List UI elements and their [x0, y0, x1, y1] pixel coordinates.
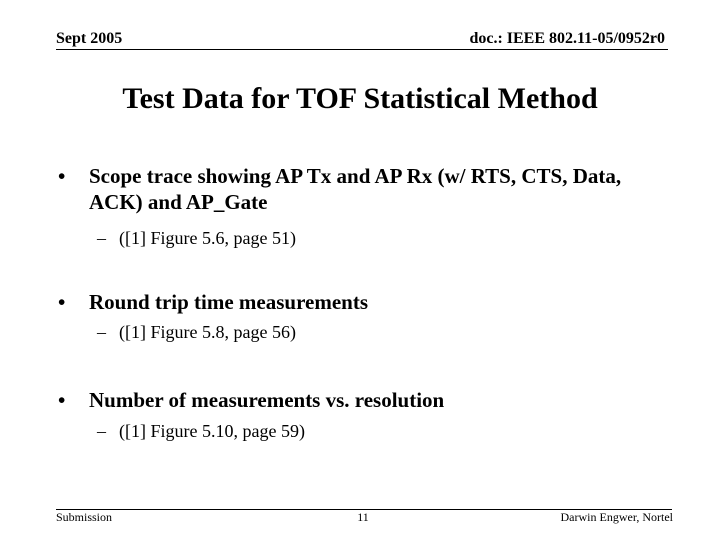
bullet-dot-icon: •	[58, 290, 66, 314]
bullet-dot-icon: •	[58, 388, 66, 412]
slide-title: Test Data for TOF Statistical Method	[122, 82, 598, 115]
bullet-2	[58, 289, 658, 315]
sub-bullet-3	[97, 420, 657, 442]
footer-submission: Submission	[56, 510, 113, 524]
sub-bullet-2-text: ([1] Figure 5.8, page 56)	[119, 322, 296, 342]
sub-bullet-dash-icon: –	[97, 421, 106, 441]
header-divider	[56, 49, 668, 50]
bullet-dot-icon: •	[58, 164, 66, 188]
sub-bullet-1	[97, 227, 657, 249]
sub-bullet-dash-icon: –	[97, 322, 106, 342]
sub-bullet-3-text: ([1] Figure 5.10, page 59)	[119, 421, 305, 441]
sub-bullet-2	[97, 321, 657, 343]
bullet-3	[58, 387, 658, 413]
header-doc-id: doc.: IEEE 802.11-05/0952r0	[469, 30, 665, 47]
bullet-1-text: Scope trace showing AP Tx and AP Rx (w/ RTS, CTS, Data, ACK) and AP_Gate	[89, 164, 622, 214]
bullet-2-text: Round trip time measurements	[89, 290, 369, 314]
sub-bullet-dash-icon: –	[97, 228, 106, 248]
footer-page-number: 11	[357, 510, 369, 524]
header-date: Sept 2005	[56, 30, 123, 47]
bullet-1	[58, 163, 658, 215]
sub-bullet-1-text: ([1] Figure 5.6, page 51)	[119, 228, 296, 248]
bullet-3-text: Number of measurements vs. resolution	[89, 388, 445, 412]
footer-author: Darwin Engwer, Nortel	[560, 510, 673, 524]
